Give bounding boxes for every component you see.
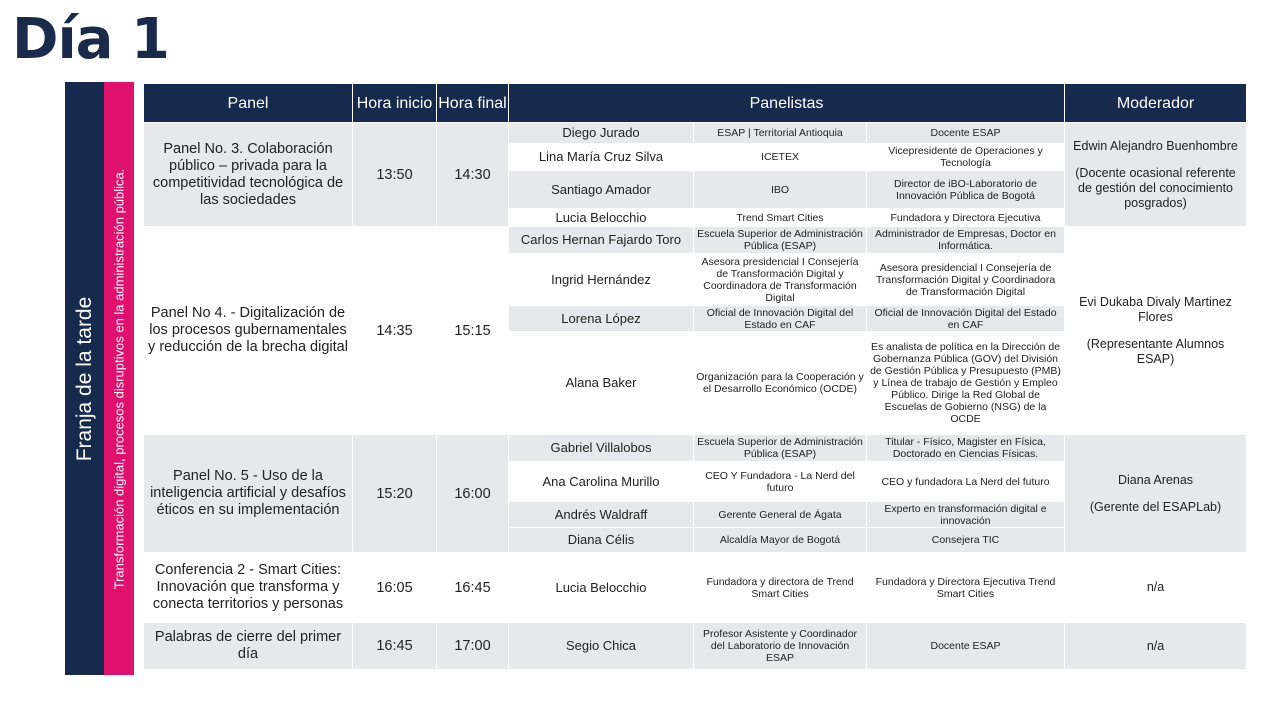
- header-panelists: Panelistas: [509, 84, 1065, 123]
- session-start: 16:05: [353, 553, 437, 623]
- moderator-name: Evi Dukaba Divaly Martinez Flores: [1079, 294, 1232, 324]
- panelist-org: Escuela Superior de Administración Pública (ESAP): [694, 435, 867, 462]
- moderator-cell: [1065, 435, 1247, 553]
- session-title: Palabras de cierre del primer día: [144, 623, 353, 670]
- moderator-cell: [1065, 553, 1247, 623]
- moderator-cell: [1065, 227, 1247, 435]
- panelist-role: Docente ESAP: [867, 123, 1065, 144]
- session-end: 15:15: [437, 227, 509, 435]
- moderator-name: n/a: [1146, 580, 1165, 594]
- session-start: 14:35: [353, 227, 437, 435]
- panelist-role: CEO y fundadora La Nerd del futuro: [867, 462, 1065, 502]
- panelist-name: Santiago Amador: [509, 171, 694, 209]
- panelist-org: ICETEX: [694, 144, 867, 171]
- moderator-description: (Representante Alumnos ESAP): [1086, 336, 1225, 366]
- table-row: [144, 553, 1247, 623]
- panelist-org: Organización para la Cooperación y el Desarrollo Económico (OCDE): [694, 332, 867, 435]
- table-row: [144, 123, 1247, 144]
- panelist-org: Oficial de Innovación Digital del Estado en CAF: [694, 306, 867, 332]
- table-row: [144, 227, 1247, 254]
- panelist-role: Oficial de Innovación Digital del Estado en CAF: [867, 306, 1065, 332]
- panelist-org: Escuela Superior de Administración Pública (ESAP): [694, 227, 867, 254]
- moderator-cell: [1065, 123, 1247, 227]
- moderator-name: Edwin Alejandro Buenhombre: [1073, 138, 1238, 153]
- panelist-name: Lucia Belocchio: [509, 553, 694, 623]
- panelist-name: Diego Jurado: [509, 123, 694, 144]
- header-end-time: Hora final: [437, 84, 509, 123]
- panelist-name: Ana Carolina Murillo: [509, 462, 694, 502]
- moderator-name: Diana Arenas: [1117, 472, 1194, 487]
- panelist-name: Gabriel Villalobos: [509, 435, 694, 462]
- panelist-org: Profesor Asistente y Coordinador del Laboratorio de Innovación ESAP: [694, 623, 867, 670]
- panelist-role: Fundadora y Directora Ejecutiva: [867, 209, 1065, 227]
- panelist-org: Alcaldía Mayor de Bogotá: [694, 528, 867, 553]
- time-band-label: [65, 82, 104, 675]
- session-end: 16:00: [437, 435, 509, 553]
- panelist-org: Asesora presidencial I Consejería de Transformación Digital y Coordinadora de Transformación Digital: [694, 254, 867, 306]
- panelist-role: Docente ESAP: [867, 623, 1065, 670]
- header-panel: Panel: [144, 84, 353, 123]
- panelist-role: Experto en transformación digital e innovación: [867, 502, 1065, 528]
- panelist-org: Fundadora y directora de Trend Smart Cities: [694, 553, 867, 623]
- panelist-org: IBO: [694, 171, 867, 209]
- session-start: 16:45: [353, 623, 437, 670]
- theme-band-text: Transformación digital, procesos disruptivos en la administración pública.: [111, 168, 127, 589]
- panelist-name: Andrés Waldraff: [509, 502, 694, 528]
- session-end: 17:00: [437, 623, 509, 670]
- panelist-role: Fundadora y Directora Ejecutiva Trend Smart Cities: [867, 553, 1065, 623]
- session-title: Panel No. 3. Colaboración público – privada para la competitividad tecnológica de las sociedades: [144, 123, 353, 227]
- panelist-role: Vicepresidente de Operaciones y Tecnología: [867, 144, 1065, 171]
- moderator-description: (Docente ocasional referente de gestión del conocimiento posgrados): [1075, 165, 1236, 210]
- panelist-role: Administrador de Empresas, Doctor en Informática.: [867, 227, 1065, 254]
- panelist-name: Segio Chica: [509, 623, 694, 670]
- panelist-name: Lucia Belocchio: [509, 209, 694, 227]
- header-start-time: Hora inicio: [353, 84, 437, 123]
- panelist-role: Es analista de política en la Dirección de Gobernanza Pública (GOV) del División de Gestión Pública y Presupuesto (PMB) y Línea de trabajo de Gestión y Empleo Público. Dirige la Red Global de Escuelas de Gobierno (NSG) de la OCDE: [867, 332, 1065, 435]
- moderator-name: n/a: [1146, 638, 1165, 653]
- table-row: [144, 623, 1247, 670]
- panelist-name: Lorena López: [509, 306, 694, 332]
- table-row: [144, 435, 1247, 462]
- panelist-name: Diana Célis: [509, 528, 694, 553]
- panelist-name: Lina María Cruz Silva: [509, 144, 694, 171]
- panelist-name: Ingrid Hernández: [509, 254, 694, 306]
- theme-band-label: [104, 82, 134, 675]
- moderator-cell: [1065, 623, 1247, 670]
- panelist-role: Consejera TIC: [867, 528, 1065, 553]
- panelist-org: CEO Y Fundadora - La Nerd del futuro: [694, 462, 867, 502]
- session-start: 13:50: [353, 123, 437, 227]
- schedule-table: [143, 83, 1247, 670]
- panelist-org: Trend Smart Cities: [694, 209, 867, 227]
- session-start: 15:20: [353, 435, 437, 553]
- session-title: Panel No. 5 - Uso de la inteligencia artificial y desafíos éticos en su implementación: [144, 435, 353, 553]
- moderator-description: (Gerente del ESAPLab): [1089, 499, 1222, 514]
- session-title: Panel No 4. - Digitalización de los procesos gubernamentales y reducción de la brecha digital: [144, 227, 353, 435]
- time-band-text: Franja de la tarde: [72, 296, 96, 461]
- session-end: 14:30: [437, 123, 509, 227]
- panelist-name: Carlos Hernan Fajardo Toro: [509, 227, 694, 254]
- panelist-role: Titular - Físico, Magister en Física, Doctorado en Ciencias Físicas.: [867, 435, 1065, 462]
- session-end: 16:45: [437, 553, 509, 623]
- panelist-role: Asesora presidencial I Consejería de Transformación Digital y Coordinadora de Transformación Digital: [867, 254, 1065, 306]
- panelist-org: Gerente General de Ágata: [694, 502, 867, 528]
- header-moderator: Moderador: [1065, 84, 1247, 123]
- panelist-org: ESAP | Territorial Antioquia: [694, 123, 867, 144]
- session-title: Conferencia 2 - Smart Cities: Innovación que transforma y conecta territorios y personas: [144, 553, 353, 623]
- panelist-role: Director de iBO-Laboratorio de Innovación Pública de Bogotá: [867, 171, 1065, 209]
- panelist-name: Alana Baker: [509, 332, 694, 435]
- page-title: Día 1: [12, 7, 169, 72]
